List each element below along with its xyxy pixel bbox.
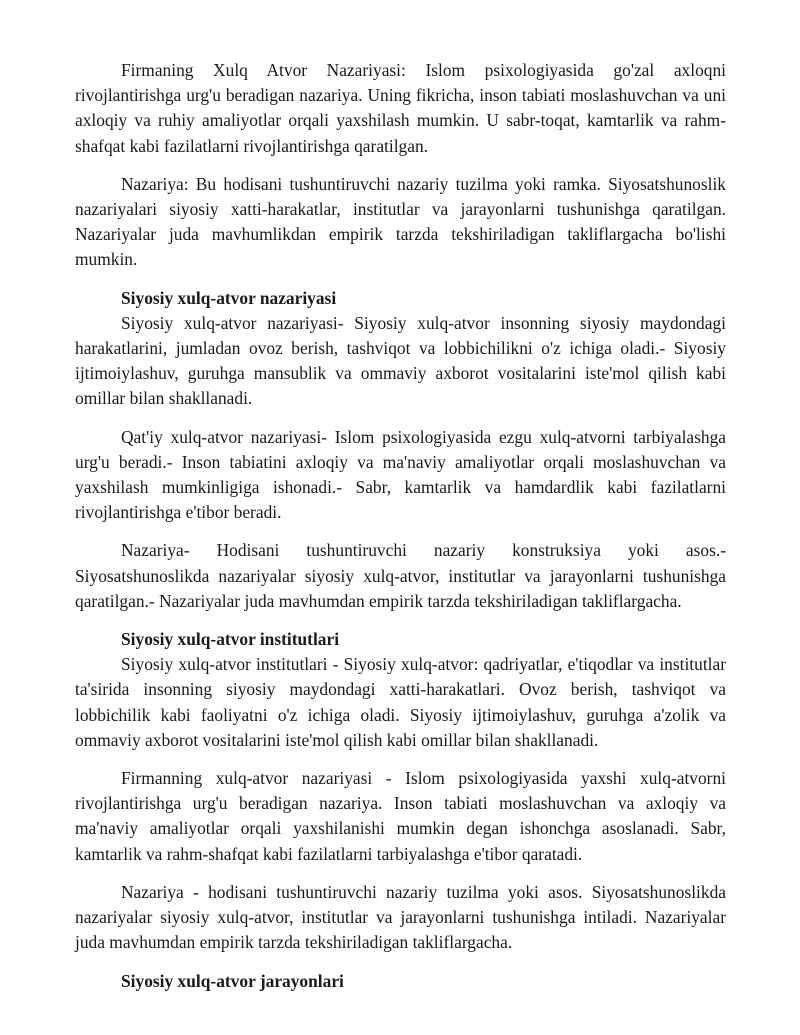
paragraph-theory-construct: Nazariya- Hodisani tushuntiruvchi nazariy konstruksiya yoki asos.- Siyosatshunoslikda nazariyalar siyosiy xulq-atvor, institutlar va jarayonlarni tushunishga qaratilgan.- Nazariyalar juda mavhumdan empirik tarzda tekshiriladigan takliflargacha. bbox=[75, 540, 726, 611]
section-heading-political-behavior-institutions: Siyosiy xulq-atvor institutlari bbox=[121, 629, 340, 650]
section-heading-political-behavior-processes: Siyosiy xulq-atvor jarayonlari bbox=[121, 970, 344, 991]
paragraph-firm-behavior-theory: Firmaning Xulq Atvor Nazariyasi: Islom psixologiyasida go'zal axloqni rivojlantirishga urg'u beradigan nazariya. Uning fikricha, inson tabiati moslashuvchan va uni axloqiy va ruhiy amaliyotlar orqali yaxshilash mumkin. U sabr-toqat, kamtarlik va rahm-shafqat kabi fazilatlarni rivojlantirishga qaratilgan. bbox=[75, 60, 726, 156]
paragraph-political-behavior-institutions: Siyosiy xulq-atvor institutlari - Siyosiy xulq-atvor: qadriyatlar, e'tiqodlar va institutlar ta'sirida insonning siyosiy maydondagi xatti-harakatlari. Ovoz berish, tashviqot va lobbichilik kabi faoliyatni o'z ichiga oladi. Siyosiy ijtimoiylashuv, guruhga a'zolik va ommaviy axborot vositalarini iste'mol qilish kabi omillar bilan shakllanadi. bbox=[75, 654, 726, 750]
paragraph-theory-definition: Nazariya: Bu hodisani tushuntiruvchi nazariy tuzilma yoki ramka. Siyosatshunoslik nazariyalari siyosiy xatti-harakatlar, institutlar va jarayonlarni tushunishga qaratilgan. Nazariyalar juda mavhumlikdan empirik tarzda tekshiriladigan takliflargacha bo'lishi mumkin. bbox=[75, 173, 726, 270]
paragraph-strict-behavior-theory: Qat'iy xulq-atvor nazariyasi- Islom psixologiyasida ezgu xulq-atvorni tarbiyalashga urg'u beradi.- Inson tabiatini axloqiy va ma'naviy amaliyotlar orqali moslashuvchan va yaxshilash mumkinligiga ishonadi.- Sabr, kamtarlik va hamdardlik kabi fazilatlarni rivojlantirishga e'tibor beradi. bbox=[75, 426, 726, 523]
paragraph-firmann-behavior-theory: Firmanning xulq-atvor nazariyasi - Islom psixologiyasida yaxshi xulq-atvorni rivojlantirishga urg'u beradigan nazariya. Inson tabiati moslashuvchan va axloqiy va ma'naviy amaliyotlar orqali yaxshilanishi mumkin degan ishonchga asoslanadi. Sabr, kamtarlik va rahm-shafqat kabi fazilatlarni tarbiyalashga e'tibor qaratadi. bbox=[75, 768, 726, 864]
paragraph-political-behavior-theory: Siyosiy xulq-atvor nazariyasi- Siyosiy xulq-atvor insonning siyosiy maydondagi harakatlarini, jumladan ovoz berish, tashviqot va lobbichilikni o'z ichiga oladi.- Siyosiy ijtimoiylashuv, guruhga mansublik va ommaviy axborot vositalarini iste'mol qilish kabi omillar bilan shakllanadi. bbox=[75, 312, 726, 409]
section-heading-political-behavior-theory: Siyosiy xulq-atvor nazariyasi bbox=[121, 287, 337, 308]
paragraph-theory-basis: Nazariya - hodisani tushuntiruvchi nazariy tuzilma yoki asos. Siyosatshunoslikda nazariyalar siyosiy xulq-atvor, institutlar va jarayonlarni tushunishga intiladi. Nazariyalar juda mavhumdan empirik tarzda tekshiriladigan takliflargacha. bbox=[75, 881, 726, 953]
document-body bbox=[75, 58, 726, 994]
